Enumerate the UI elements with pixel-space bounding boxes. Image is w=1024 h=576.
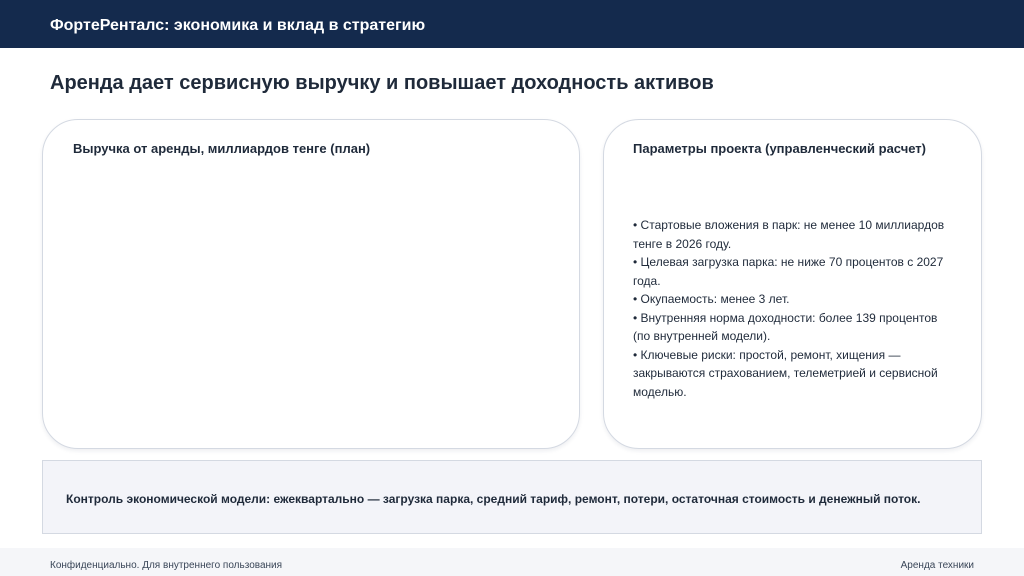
params-card-title: Параметры проекта (управленческий расчет) [633, 141, 926, 156]
params-item-risks: • Ключевые риски: простой, ремонт, хищения — закрываются страхованием, телеметрией и сервисной моделью. [633, 347, 938, 399]
params-item-investment: • Стартовые вложения в парк: не менее 10 миллиардов тенге в 2026 году. [633, 218, 945, 251]
footer [0, 548, 1024, 576]
params-card [603, 119, 982, 449]
slide-title: Аренда дает сервисную выручку и повышает доходность активов [50, 72, 714, 94]
control-box [42, 460, 982, 534]
params-item-utilization: • Целевая загрузка парка: не ниже 70 процентов с 2027 года. [633, 255, 944, 288]
params-item-payback: • Окупаемость: менее 3 лет. [633, 292, 790, 306]
params-item-irr: • Внутренняя норма доходности: более 139 процентов (по внутренней модели). [633, 310, 938, 343]
control-text: Контроль экономической модели: ежеквартально — загрузка парка, средний тариф, ремонт, потери, остаточная стоимость и денежный поток. [66, 492, 921, 506]
header-title: ФортеРенталс: экономика и вклад в стратегию [50, 17, 426, 34]
footer-confidential: Конфиденциально. Для внутреннего пользования [50, 560, 283, 571]
revenue-card [42, 119, 580, 449]
revenue-card-title: Выручка от аренды, миллиардов тенге (план) [73, 141, 371, 156]
footer-section: Аренда техники [900, 560, 974, 571]
header-bar [0, 0, 1024, 48]
params-list [633, 216, 953, 401]
